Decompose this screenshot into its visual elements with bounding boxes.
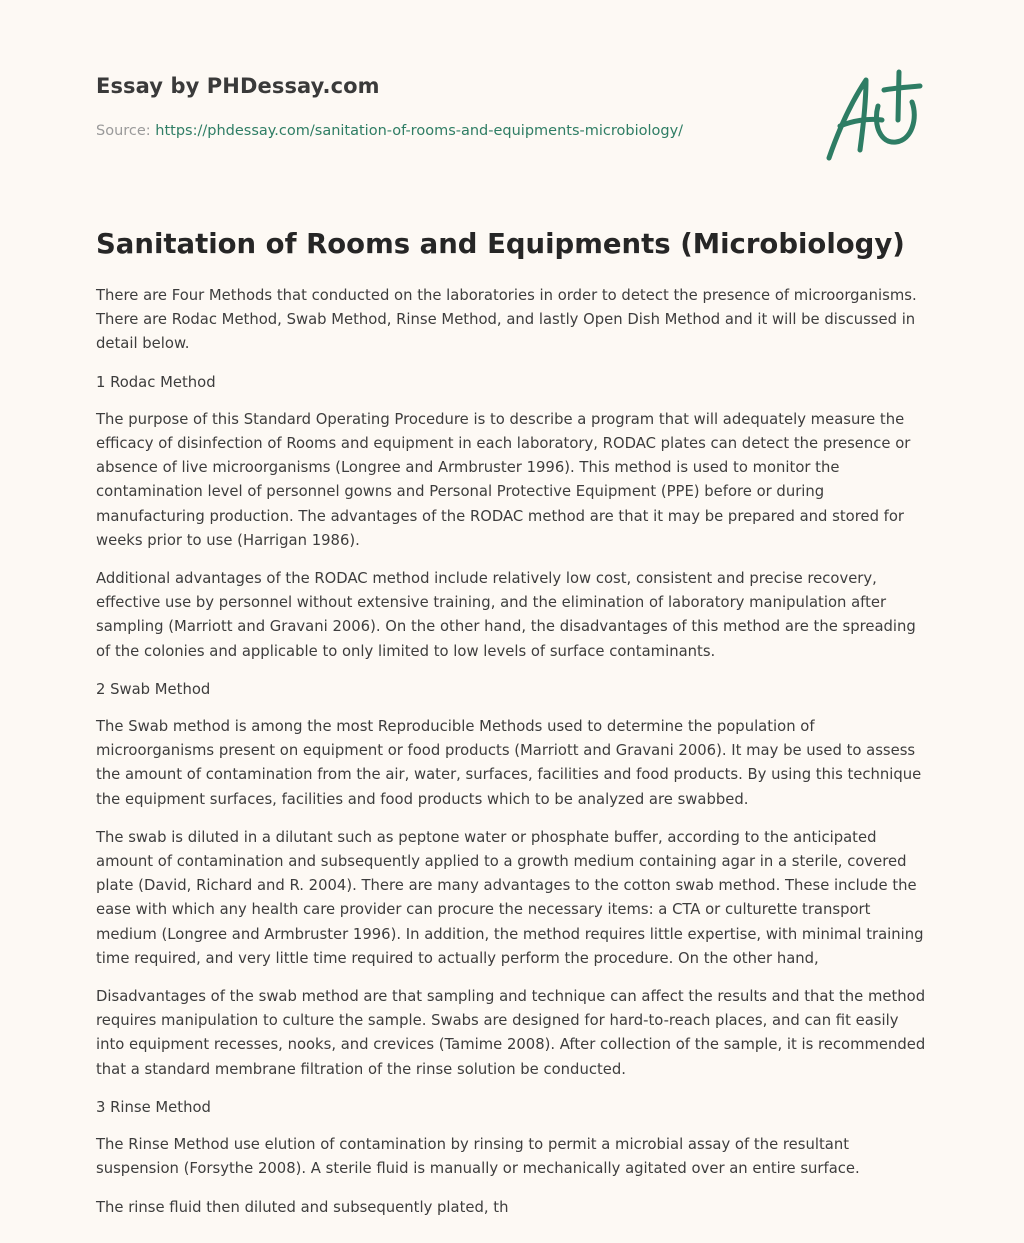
- source-line: [96, 123, 683, 139]
- a-plus-icon: [820, 66, 930, 166]
- rodac-paragraph-1: The purpose of this Standard Operating Procedure is to describe a program that will adequately measure the efficacy of disinfection of Rooms and equipment in each laboratory, RODAC plates can detect the presence or absence of live microorganisms (Longree and Armbruster 1996). This method is used to monitor the contamination level of personnel gowns and Personal Protective Equipment (PPE) before or during manufacturing production. The advantages of the RODAC method are that it may be prepared and stored for weeks prior to use (Harrigan 1986).: [96, 410, 911, 549]
- rodac-paragraph-2: Additional advantages of the RODAC method include relatively low cost, consistent and precise recovery, effective use by personnel without extensive training, and the elimination of laboratory manipulation after sampling (Marriott and Gravani 2006). On the other hand, the disadvantages of this method are the spreading of the colonies and applicable to only limited to low levels of surface contaminants.: [96, 570, 916, 660]
- section-heading-rodac: 1 Rodac Method: [96, 373, 216, 391]
- rinse-paragraph-1: The Rinse Method use elution of contamination by rinsing to permit a microbial assay of the resultant suspension (Forsythe 2008). A sterile fluid is manually or mechanically agitated over an entire surface.: [96, 1136, 860, 1178]
- site-brand: Essay by PHDessay.com: [96, 74, 380, 98]
- swab-paragraph-2: The swab is diluted in a dilutant such as peptone water or phosphate buffer, according to the anticipated amount of contamination and subsequently applied to a growth medium containing agar in a sterile, covered plate (David, Richard and R. 2004). There are many advantages to the cotton swab method. These include the ease with which any health care provider can procure the necessary items: a CTA or culturette transport medium (Longree and Armbruster 1996). In addition, the method requires little expertise, with minimal training time required, and very little time required to actually perform the procedure. On the other hand,: [96, 828, 924, 967]
- section-heading-swab: 2 Swab Method: [96, 680, 211, 698]
- section-heading-rinse: 3 Rinse Method: [96, 1098, 211, 1116]
- source-link[interactable]: https://phdessay.com/sanitation-of-rooms-and-equipments-microbiology/: [155, 123, 684, 139]
- intro-paragraph: There are Four Methods that conducted on the laboratories in order to detect the presence of microorganisms. There are Rodac Method, Swab Method, Rinse Method, and lastly Open Dish Method and it will be discussed in detail below.: [96, 287, 917, 353]
- swab-paragraph-1: The Swab method is among the most Reproducible Methods used to determine the population of microorganisms present on equipment or food products (Marriott and Gravani 2006). It may be used to assess the amount of contamination from the air, water, surfaces, facilities and food products. By using this technique the equipment surfaces, facilities and food products which to be analyzed are swabbed.: [96, 718, 922, 808]
- essay-title: Sanitation of Rooms and Equipments (Microbiology): [96, 228, 905, 260]
- source-label: Source:: [96, 123, 156, 139]
- essay-body: [96, 284, 928, 1234]
- swab-paragraph-3: Disadvantages of the swab method are that sampling and technique can affect the results and that the method requires manipulation to culture the sample. Swabs are designed for hard-to-reach places, and can fit easily into equipment recesses, nooks, and crevices (Tamime 2008). After collection of the sample, it is recommended that a standard membrane filtration of the rinse solution be conducted.: [96, 988, 926, 1078]
- rinse-paragraph-2: The rinse fluid then diluted and subsequently plated, th: [96, 1198, 509, 1216]
